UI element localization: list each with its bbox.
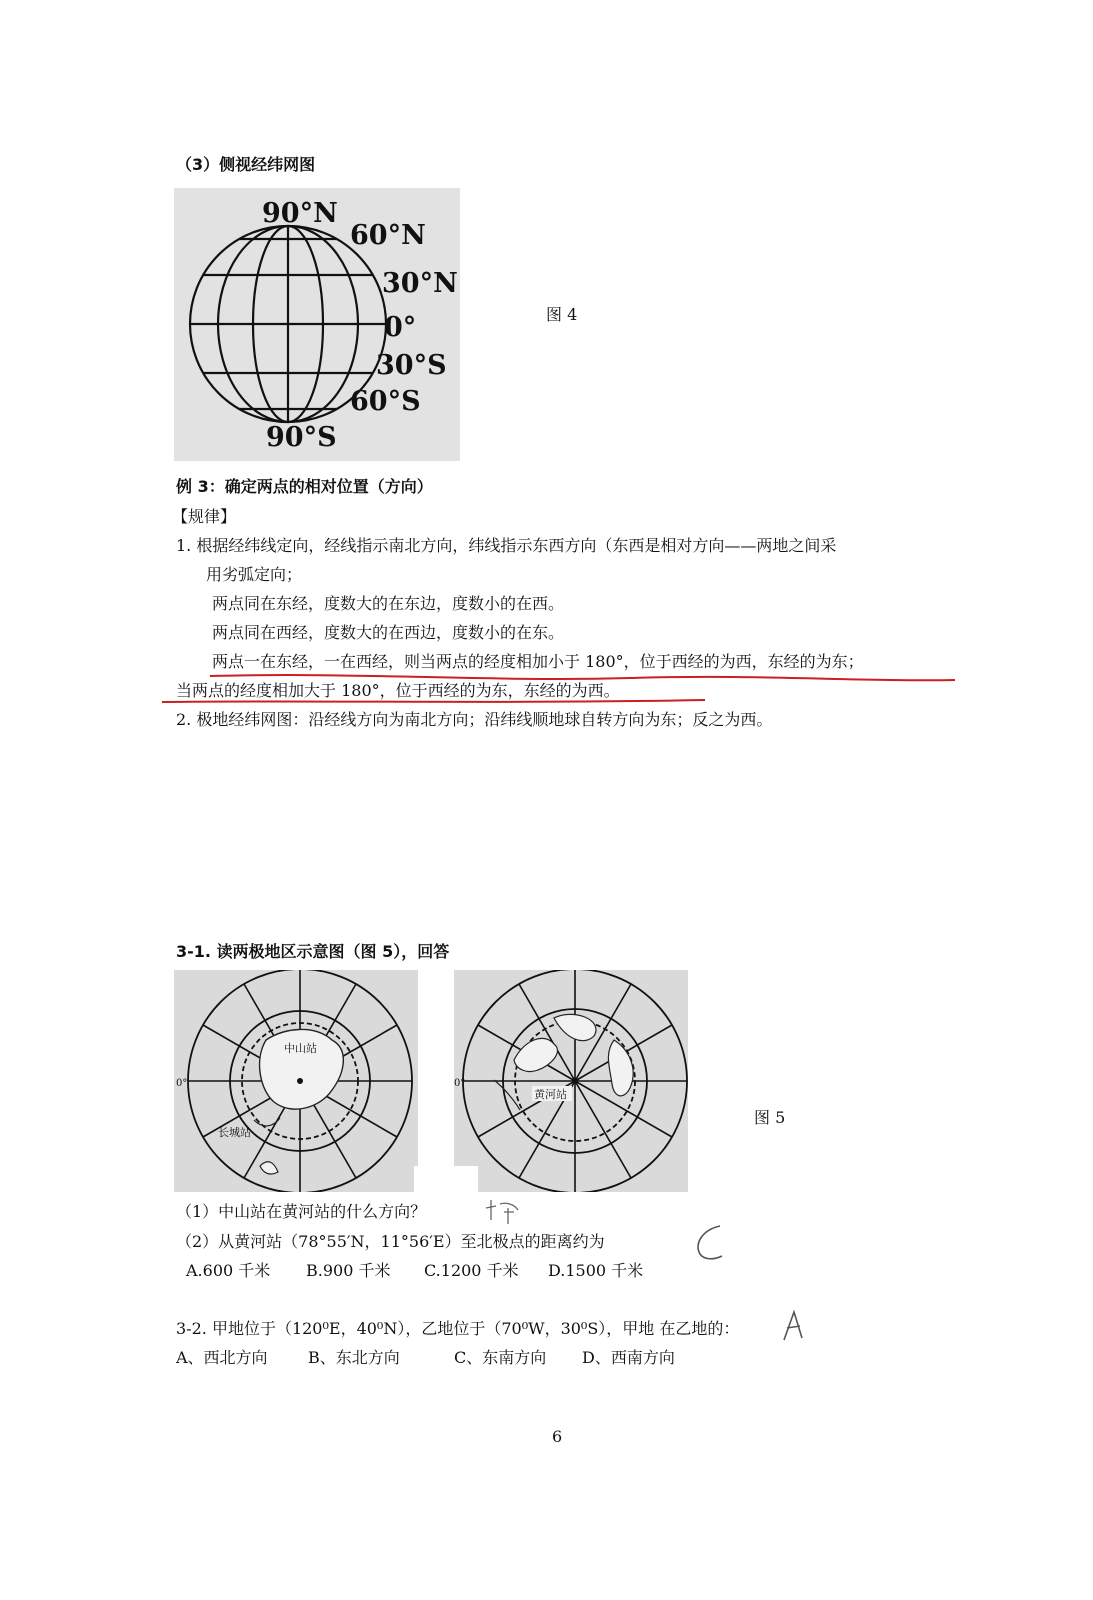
lat-label-60n: 60°N	[350, 220, 426, 251]
option-d: D.1500 千米	[548, 1261, 644, 1280]
question-3-2-stem: 3-2. 甲地位于（120⁰E，40⁰N），乙地位于（70⁰W，30⁰S），甲地 在乙地的：	[176, 1319, 740, 1338]
option-c: C.1200 千米	[424, 1261, 519, 1280]
south-polar-graticule	[174, 970, 418, 1192]
lat-label-90s: 90°S	[266, 422, 337, 453]
example-3-title: 例 3：确定两点的相对位置（方向）	[176, 477, 433, 496]
question-3-2-option-d: D、西南方向	[582, 1348, 675, 1367]
lat-label-equator: 0°	[384, 312, 417, 343]
figure-5-caption: 图 5	[754, 1108, 786, 1127]
handwritten-scribble	[484, 1198, 524, 1228]
figure-4-caption: 图 4	[546, 305, 578, 324]
handwritten-answer-a	[780, 1308, 806, 1344]
question-3-1-sub-1: （1）中山站在黄河站的什么方向？	[176, 1202, 427, 1221]
side-view-graticule	[174, 188, 460, 461]
rule-1-line-1: 1. 根据经纬线定向，经线指示南北方向，纬线指示东西方向（东西是相对方向——两地之间采	[176, 536, 837, 555]
question-3-1-title: 3-1. 读两极地区示意图（图 5），回答	[176, 942, 450, 961]
white-patch	[414, 1166, 478, 1196]
zero-meridian-label-left: 0°	[176, 1078, 188, 1089]
zero-meridian-label-right: 0°	[454, 1078, 466, 1089]
lat-label-90n: 90°N	[262, 198, 338, 229]
lat-label-30n: 30°N	[382, 268, 458, 299]
question-3-2-option-c: C、东南方向	[454, 1348, 547, 1367]
section-heading: （3）侧视经纬网图	[176, 155, 316, 174]
station-changcheng: 长城站	[218, 1126, 251, 1139]
rule-1-sub-1: 两点同在东经，度数大的在东边，度数小的在西。	[212, 594, 565, 613]
page-number: 6	[552, 1427, 563, 1446]
question-3-2-option-b: B、东北方向	[308, 1348, 400, 1367]
rule-2: 2. 极地经纬网图：沿经线方向为南北方向；沿纬线顺地球自转方向为东；反之为西。	[176, 710, 773, 729]
question-3-2-option-a: A、西北方向	[176, 1348, 268, 1367]
station-zhongshan: 中山站	[284, 1042, 317, 1055]
lat-label-60s: 60°S	[350, 386, 421, 417]
rule-1-sub-3-line-2: 当两点的经度相加大于 180°，位于西经的为东，东经的为西。	[176, 681, 620, 700]
figure-5-south-polar-map	[174, 970, 418, 1192]
rule-heading: 【规律】	[172, 507, 237, 526]
question-3-1-sub-2: （2）从黄河站（78°55′N，11°56′E）至北极点的距离约为	[176, 1232, 605, 1251]
figure-4-globe	[174, 188, 460, 461]
figure-5-north-polar-map	[454, 970, 688, 1192]
rule-1-line-2: 用劣弧定向；	[206, 565, 303, 584]
north-polar-graticule	[454, 970, 688, 1192]
lat-label-30s: 30°S	[376, 350, 447, 381]
handwritten-answer-c	[690, 1222, 730, 1264]
rule-1-sub-2: 两点同在西经，度数大的在西边，度数小的在东。	[212, 623, 565, 642]
handwritten-underline	[160, 660, 970, 710]
rule-1-sub-3-line-1: 两点一在东经，一在西经，则当两点的经度相加小于 180°，位于西经的为西，东经的为东；	[212, 652, 864, 671]
option-a: A.600 千米	[186, 1261, 271, 1280]
station-huanghe: 黄河站	[534, 1088, 567, 1101]
option-b: B.900 千米	[306, 1261, 391, 1280]
